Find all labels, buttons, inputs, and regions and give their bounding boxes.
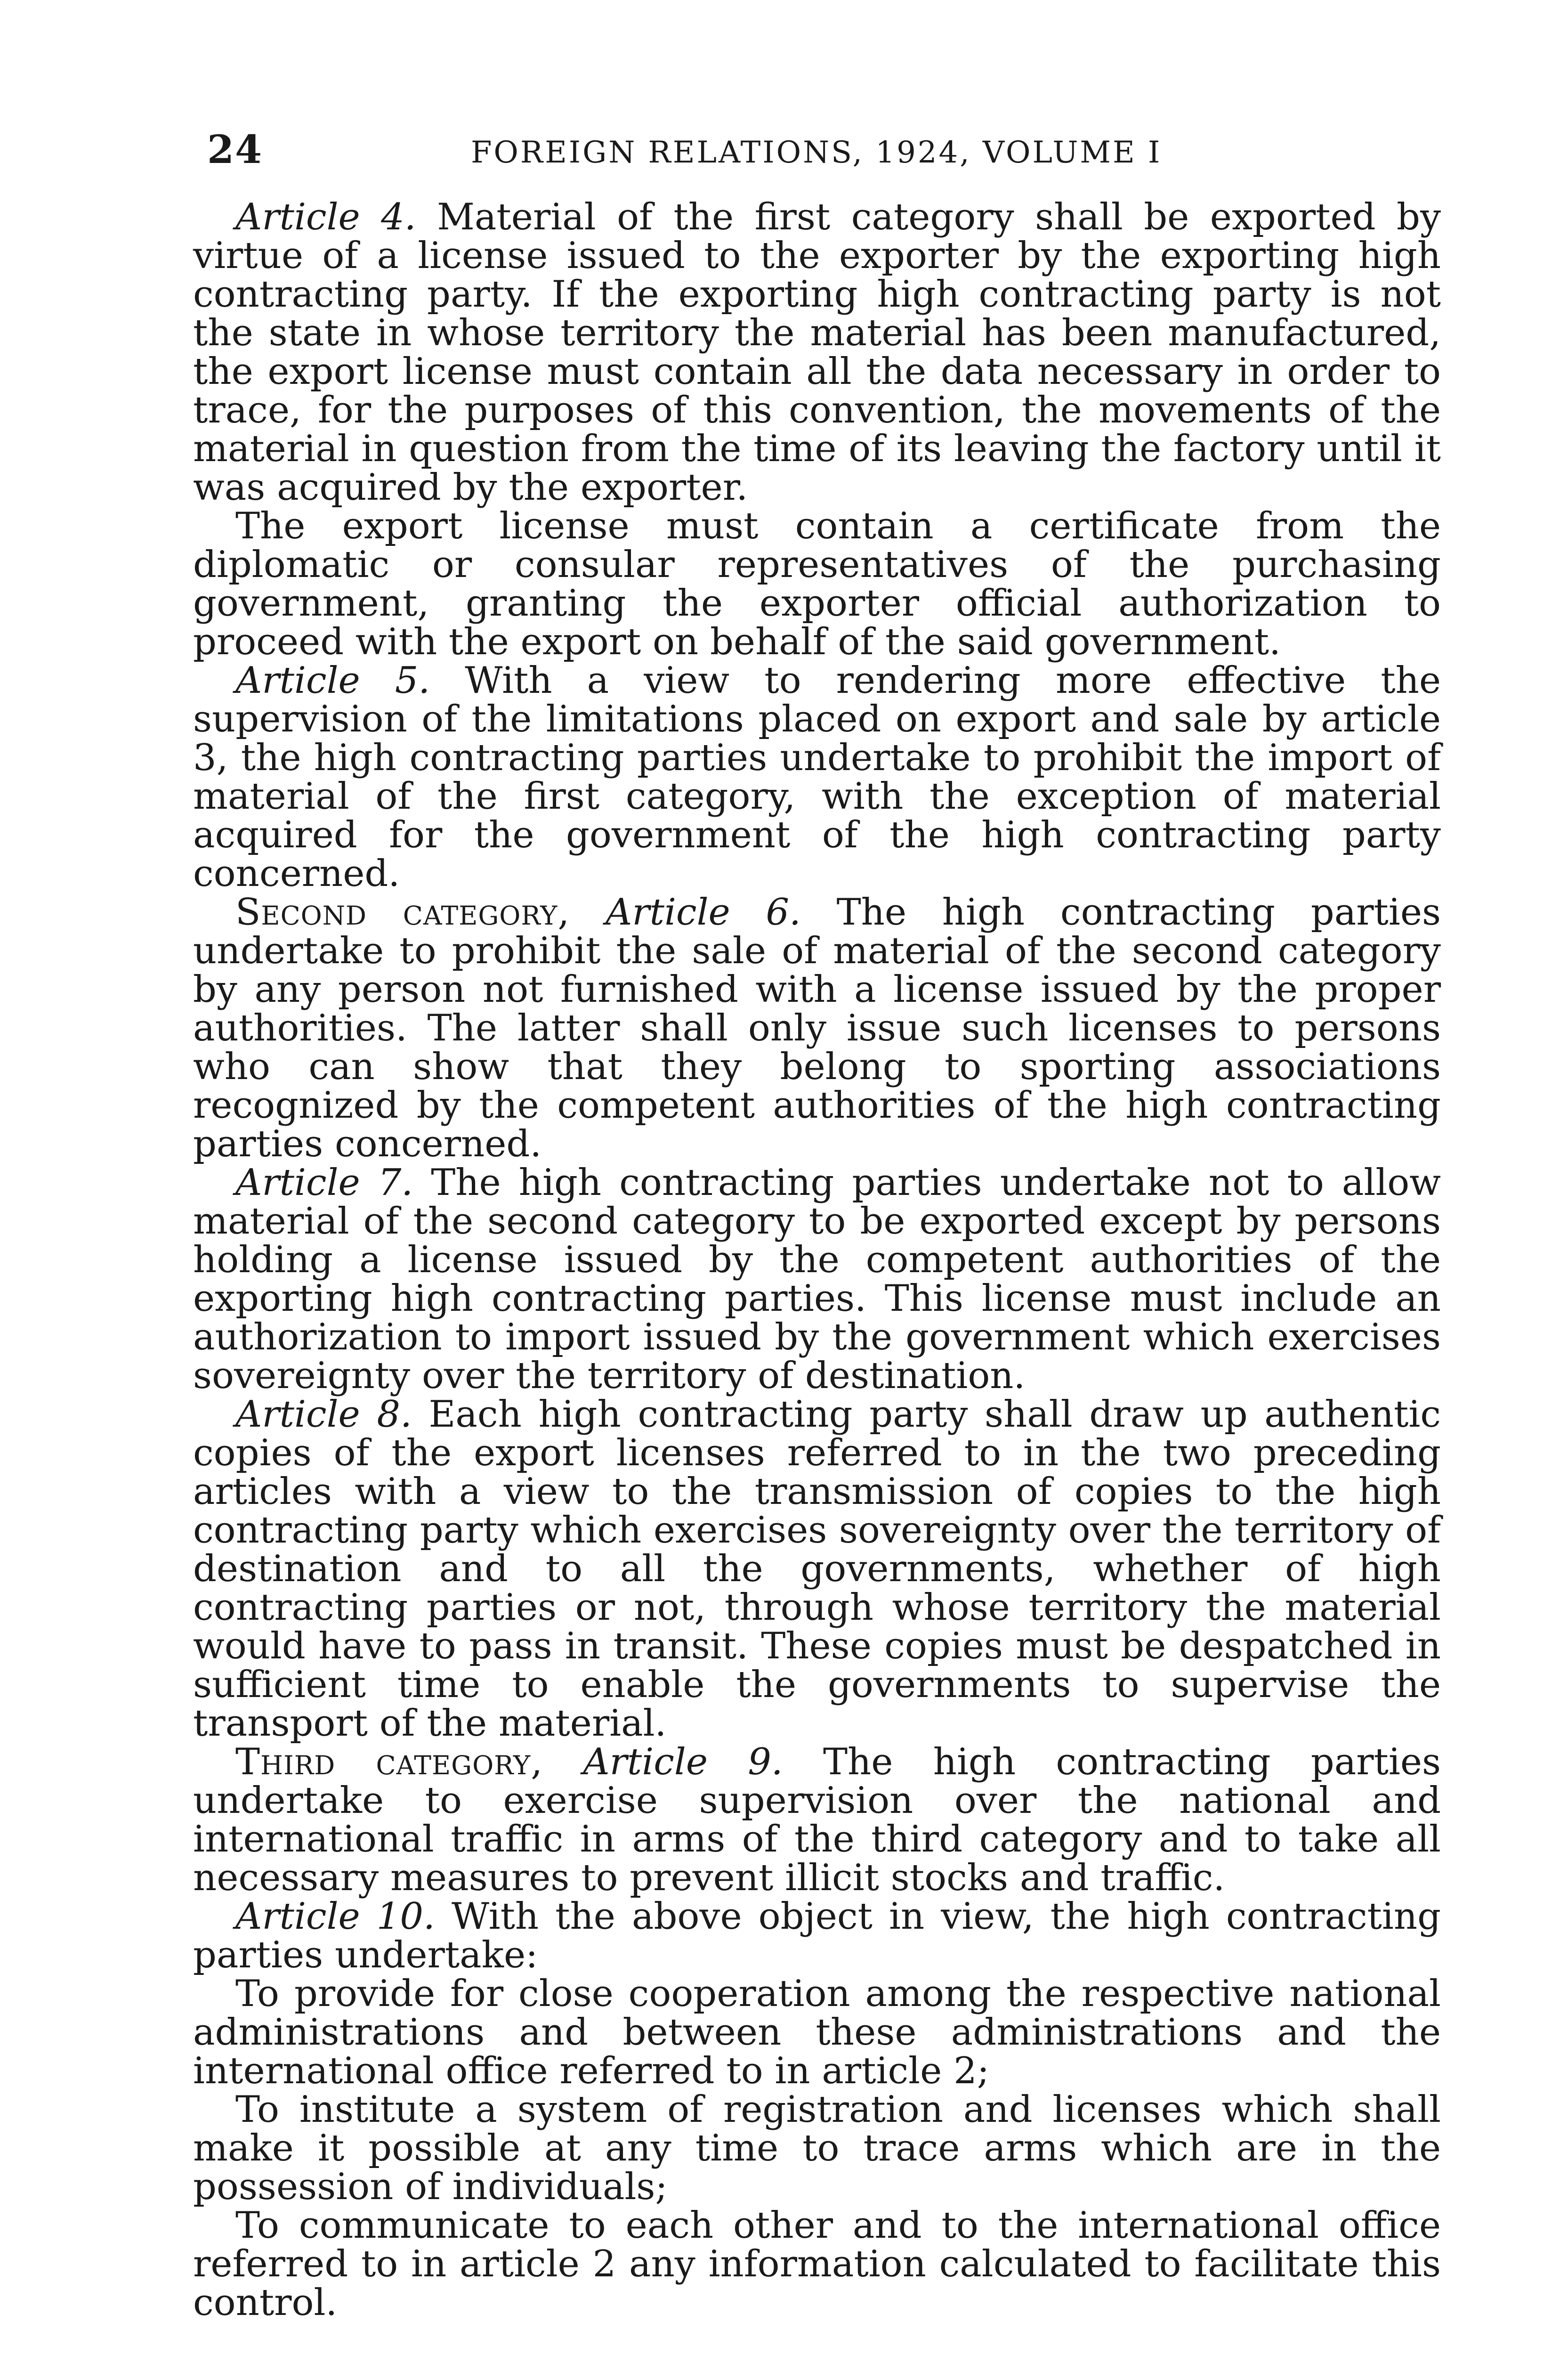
article-label: Article 10. xyxy=(235,1895,435,1938)
paragraph-communication xyxy=(193,2206,1441,2322)
paragraph-text: With the above object in view, the high contracting parties undertake: xyxy=(193,1895,1441,1976)
paragraph-text: To provide for close cooperation among the respective national administrations and between these administrations and the international office referred to in article 2; xyxy=(193,1973,1441,2092)
paragraph-text: To communicate to each other and to the international office referred to in article 2 any information calculated to facilitate this control. xyxy=(193,2204,1441,2324)
article-label: Article 4. xyxy=(235,196,416,238)
running-head: FOREIGN RELATIONS, 1924, VOLUME I xyxy=(471,135,1162,170)
paragraph-text: To institute a system of registration and licenses which shall make it possible at any time to trace arms which are in the possession of individuals; xyxy=(193,2088,1441,2208)
paragraph-article-5 xyxy=(193,661,1441,893)
article-label: Article 9. xyxy=(583,1741,783,1783)
paragraph-text: The high contracting parties undertake to prohibit the sale of material of the second category by any person not furnished with a license issued by the proper authorities. The latter shall only issue such licenses to persons who can show that they belong to sporting associations recognized by the competent authorities of the high contracting parties concerned. xyxy=(193,891,1441,1165)
paragraph-article-4 xyxy=(193,198,1441,507)
article-label: Article 7. xyxy=(235,1161,413,1204)
paragraph-export-license xyxy=(193,507,1441,661)
paragraph-text: The high contracting parties undertake not to allow material of the second category to be exported except by persons holding a license issued by the competent authorities of the exporting high contracting parties. This license must include an authorization to import issued by the government which exercises sovereignty over the territory of destination. xyxy=(193,1161,1441,1397)
body-text xyxy=(193,198,1441,2322)
paragraph-article-9 xyxy=(193,1743,1441,1897)
paragraph-article-10 xyxy=(193,1897,1441,1974)
article-label: Article 8. xyxy=(235,1393,412,1436)
paragraph-article-7 xyxy=(193,1163,1441,1395)
article-label: Article 6. xyxy=(605,891,801,934)
paragraph-text: Material of the first category shall be exported by virtue of a license issued to the exporter by the exporting high contracting party. If the exporting high contracting party is not the state in whose territory the material has been manufactured, the export license must contain all the data necessary in order to trace, for the purposes of this convention, the movements of the material in question from the time of its leaving the factory until it was acquired by the exporter. xyxy=(193,196,1441,509)
page-number: 24 xyxy=(207,127,263,172)
paragraph-article-6 xyxy=(193,893,1441,1163)
paragraph-text: With a view to rendering more effective the supervision of the limitations placed on export and sale by article 3, the high contracting parties undertake to prohibit the import of material of the first category, with the exception of material acquired for the government of the high contracting party concerned. xyxy=(193,659,1441,895)
paragraph-cooperation xyxy=(193,1974,1441,2090)
paragraph-text: Each high contracting party shall draw up authentic copies of the export licenses referred to in the two preceding articles with a view to the transmission of copies to the high contracting party which exercises sovereignty over the territory of destination and to all the governments, whether of high contracting parties or not, through whose territory the material would have to pass in transit. These copies must be despatched in sufficient time to enable the governments to supervise the transport of the material. xyxy=(193,1393,1441,1745)
paragraph-article-8 xyxy=(193,1395,1441,1743)
page-header xyxy=(207,126,1431,183)
category-heading: Second category, xyxy=(235,891,570,934)
paragraph-text: The export license must contain a certificate from the diplomatic or consular representatives of the purchasing government, granting the exporter official authorization to proceed with the export on behalf of the said government. xyxy=(193,505,1441,663)
paragraph-registration xyxy=(193,2090,1441,2206)
article-label: Article 5. xyxy=(235,659,430,702)
category-heading: Third category, xyxy=(235,1741,543,1783)
paragraph-text: The high contracting parties undertake to exercise supervision over the national and international traffic in arms of the third category and to take all necessary measures to prevent illicit stocks and traffic. xyxy=(193,1741,1441,1899)
